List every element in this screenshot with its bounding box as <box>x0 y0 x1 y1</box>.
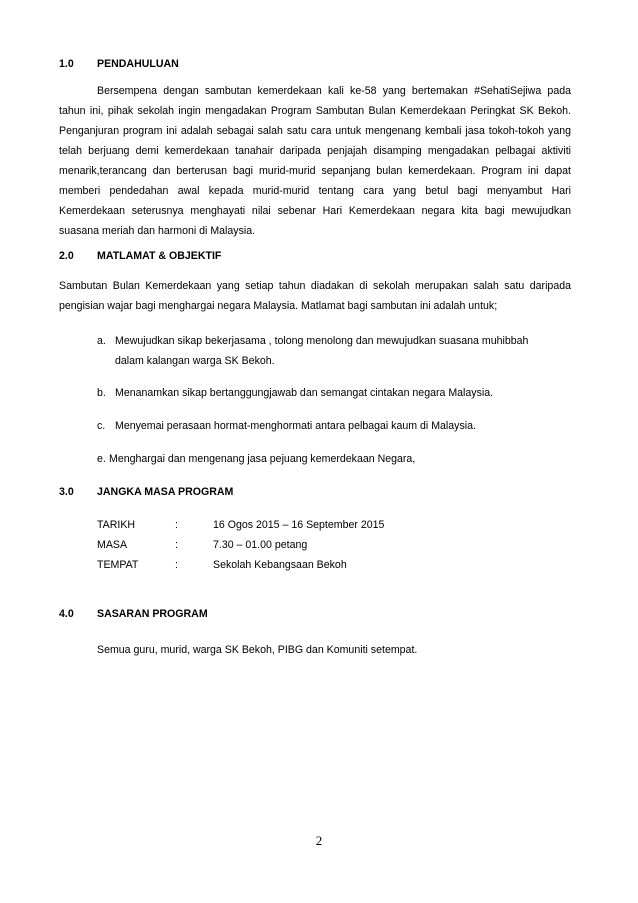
intro-paragraph <box>59 81 571 241</box>
objective-item-b <box>97 383 493 403</box>
paragraph-line: tahun ini, pihak sekolah ingin mengadakan Program Sambutan Bulan Kemerdekaan Peringkat SK Bekoh. <box>59 105 571 117</box>
row-colon: : <box>175 519 178 531</box>
section-title: JANGKA MASA PROGRAM <box>97 486 234 498</box>
objective-item-a <box>97 331 528 371</box>
section-heading-pendahuluan <box>59 58 179 70</box>
item-label: c. <box>97 420 106 432</box>
objective-item-c <box>97 416 476 436</box>
section-title: SASARAN PROGRAM <box>97 608 208 620</box>
objective-item-e <box>97 449 415 469</box>
page-number: 2 <box>315 833 323 848</box>
item-text: Mewujudkan sikap bekerjasama , tolong menolong dan mewujudkan suasana muhibbah <box>115 335 529 347</box>
section-title: MATLAMAT & OBJEKTIF <box>97 250 222 262</box>
paragraph-line: Sambutan Bulan Kemerdekaan yang setiap tahun diadakan di sekolah merupakan salah satu daripada <box>59 280 571 292</box>
row-value: 16 Ogos 2015 – 16 September 2015 <box>213 519 385 531</box>
section-heading-matlamat <box>59 250 221 262</box>
paragraph-line: Bersempena dengan sambutan kemerdekaan kali ke-58 yang bertemakan #SehatiSejiwa pada <box>97 85 571 97</box>
paragraph-line: telah berjuang demi kemerdekaan tanahair daripada penjajah disamping mengadakan pelbagai aktiviti <box>59 145 571 157</box>
item-label: a. <box>97 335 106 347</box>
section-heading-sasaran <box>59 608 208 620</box>
paragraph-line: menarik,terancang dan berterusan bagi murid-murid sepanjang bulan kemerdekaan. Program ini dapat <box>59 165 571 177</box>
section-heading-jangka-masa <box>59 486 233 498</box>
item-label: e. <box>97 453 106 465</box>
item-label: b. <box>97 387 106 399</box>
item-text: Menyemai perasaan hormat-menghormati antara pelbagai kaum di Malaysia. <box>115 420 476 432</box>
row-key: TARIKH <box>97 519 136 531</box>
objective-paragraph <box>59 276 571 316</box>
item-text-continued: dalam kalangan warga SK Bekoh. <box>115 355 275 367</box>
schedule-row-tempat <box>97 555 347 575</box>
row-colon: : <box>175 559 178 571</box>
section-number: 3.0 <box>59 486 74 498</box>
paragraph-line: suasana meriah dan harmoni di Malaysia. <box>59 225 256 237</box>
row-key: MASA <box>97 539 128 551</box>
section-number: 4.0 <box>59 608 74 620</box>
section-number: 2.0 <box>59 250 74 262</box>
section-title: PENDAHULUAN <box>97 58 179 70</box>
paragraph-line: Kemerdekaan seterusnya menghayati nilai sebenar Hari Kemerdekaan negara kita bagi mewujudkan <box>59 205 571 217</box>
section-number: 1.0 <box>59 58 74 70</box>
paragraph-line: Penganjuran program ini adalah sebagai salah satu cara untuk mengenang kembali jasa tokoh-tokoh yang <box>59 125 571 137</box>
row-value: Sekolah Kebangsaan Bekoh <box>213 559 347 571</box>
row-value: 7.30 – 01.00 petang <box>213 539 308 551</box>
schedule-row-masa <box>97 535 307 555</box>
row-colon: : <box>175 539 178 551</box>
item-text: Menghargai dan mengenang jasa pejuang kemerdekaan Negara, <box>109 453 416 465</box>
target-text: Semua guru, murid, warga SK Bekoh, PIBG dan Komuniti setempat. <box>97 644 418 656</box>
schedule-row-tarikh <box>97 515 384 535</box>
paragraph-line: memberi pendedahan awal kepada murid-murid tentang cara yang betul bagi menyambut Hari <box>59 185 571 197</box>
row-key: TEMPAT <box>97 559 139 571</box>
item-text: Menanamkan sikap bertanggungjawab dan semangat cintakan negara Malaysia. <box>115 387 494 399</box>
paragraph-line: pengisian wajar bagi menghargai negara Malaysia. Matlamat bagi sambutan ini adalah untuk; <box>59 300 498 312</box>
